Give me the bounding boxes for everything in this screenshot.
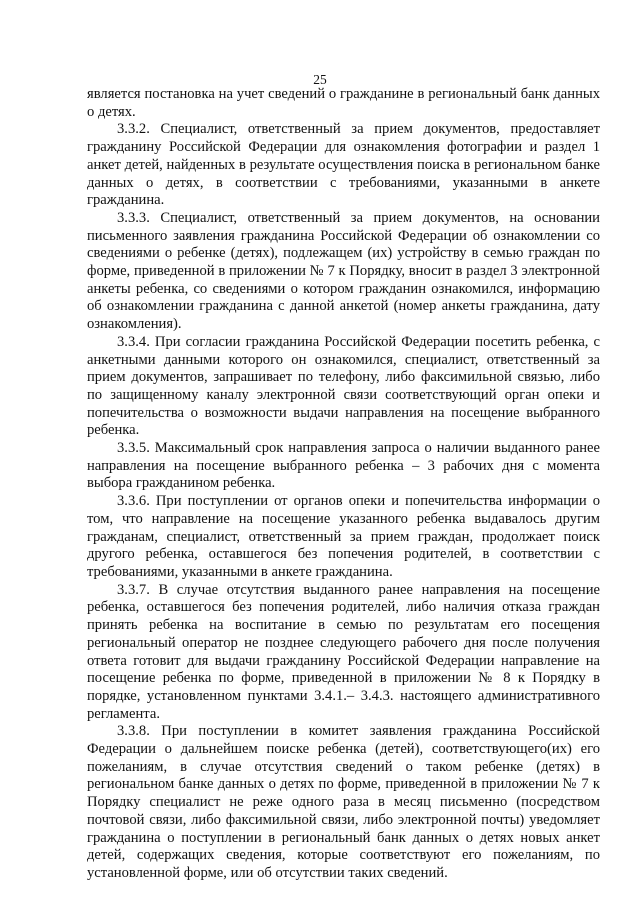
paragraph-3-3-2: 3.3.2. Специалист, ответственный за прием документов, предоставляет гражданину Российской Федерации для ознакомления фотографии и раздел 1 анкет детей, найденных в результате осуществления поиска в региональном банке данных о детях, в соответствии с требованиями, указанными в анкете гражданина. (87, 121, 600, 209)
paragraph-3-3-4: 3.3.4. При согласии гражданина Российской Федерации посетить ребенка, с анкетными данными которого он ознакомился, специалист, ответственный за прием документов, запрашивает по телефону, либо факсимильной связью, либо по защищенному каналу электронной связи соответствующий орган опеки и попечительства о возможности выдачи направления на посещение выбранного ребенка. (87, 333, 600, 439)
paragraph-3-3-3: 3.3.3. Специалист, ответственный за прием документов, на основании письменного заявления гражданина Российской Федерации об ознакомлении со сведениями о ребенке (детях), подлежащем (их) устройству в семью граждан по форме, приведенной в приложении № 7 к Порядку, вносит в раздел 3 электронной анкеты ребенка, со сведениями о котором гражданин ознакомился, информацию об ознакомлении гражданина с данной анкетой (номер анкеты гражданина, дату ознакомления). (87, 209, 600, 333)
paragraph-continuation: является постановка на учет сведений о гражданине в региональный банк данных о детях. (87, 86, 600, 120)
paragraph-3-3-6: 3.3.6. При поступлении от органов опеки и попечительства информации о том, что направление на посещение указанного ребенка выдавалось другим гражданам, специалист, ответственный за прием граждан, продолжает поиск другого ребенка, оставшегося без попечения родителей, в соответствии с требованиями, указанными в анкете гражданина. (87, 493, 600, 580)
page-number: 25 (313, 72, 327, 87)
paragraph-3-3-5: 3.3.5. Максимальный срок направления запроса о наличии выданного ранее направления на посещение выбранного ребенка – 3 рабочих дня с момента выбора гражданином ребенка. (87, 440, 600, 492)
document-body (87, 86, 600, 883)
paragraph-3-3-7: 3.3.7. В случае отсутствия выданного ранее направления на посещение ребенка, оставшегося без попечения родителей, либо наличия отказа граждан принять ребенка на воспитание в семью по результатам его посещения региональный оператор не позднее следующего рабочего дня после получения ответа готовит для выдачи гражданину Российской Федерации направление на посещение ребенка по форме, приведенной в приложении № 8 к Порядку в порядке, установленном пунктами 3.4.1.– 3.4.3. настоящего административного регламента. (87, 581, 600, 722)
paragraph-3-3-8: 3.3.8. При поступлении в комитет заявления гражданина Российской Федерации о дальнейшем поиске ребенка (детей), соответствующего(их) его пожеланиям, в случае отсутствия сведений о таком ребенке (детях) в региональном банке данных о детях по форме, приведенной в приложении № 7 к Порядку специалист не реже одного раза в месяц письменно (посредством почтовой связи, либо факсимильной связи, либо электронной почты) уведомляет гражданина о поступлении в региональный банк данных о детях новых анкет детей, содержащих сведения, которые соответствуют его пожеланиям, по установленной форме, или об отсутствии таких сведений. (87, 723, 600, 881)
